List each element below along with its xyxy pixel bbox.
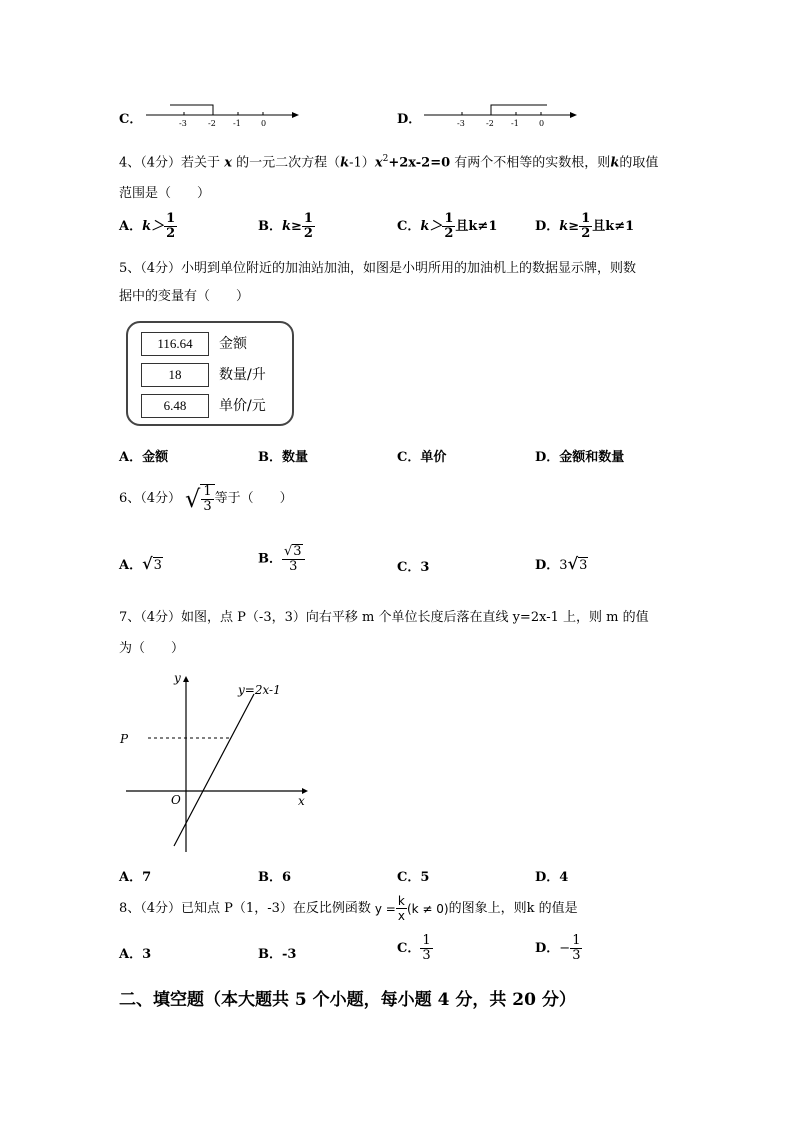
- q8-option-b: B．-3: [258, 947, 297, 962]
- q5-option-a: A．金额: [119, 450, 169, 465]
- q8-option-d: D．− $\frac{1}{3}$: [535, 933, 581, 963]
- tick-label: -3: [179, 119, 187, 128]
- origin-label: O: [171, 793, 181, 807]
- q7-stem-line2: 为（ ）: [119, 641, 185, 656]
- quantity-value-box: 18: [141, 363, 209, 387]
- line-label: y=2x-1: [238, 683, 281, 697]
- q4-option-a: A．k＞ $\frac{1}{2}$: [119, 211, 176, 241]
- q6-option-d: D．3√3: [535, 554, 588, 573]
- tick-label: -3: [457, 119, 465, 128]
- section-2-heading: 二、填空题（本大题共 5 个小题，每小题 4 分，共 20 分）: [119, 990, 576, 1010]
- tick-label: -2: [486, 119, 494, 128]
- q8-option-a: A．3: [119, 947, 152, 962]
- q8-option-c: C． $\frac{1}{3}$: [397, 933, 431, 963]
- q4-option-b: B．k≥ $\frac{1}{2}$: [258, 211, 313, 241]
- amount-value-box: 116.64: [141, 332, 209, 356]
- tick-label: -1: [511, 119, 519, 128]
- q8-stem: 8、（4分）已知点 P（1，-3）在反比例函数 y = $\frac{k}{x}$ (k ≠ 0) 的图象上，则k 的值是: [119, 894, 578, 923]
- q5-stem-line2: 据中的变量有（ ）: [119, 289, 250, 304]
- q7-coordinate-graph: [116, 668, 316, 858]
- q6-option-c: C．3: [397, 560, 430, 575]
- q7-option-b: B．6: [258, 870, 292, 885]
- q3-option-c-number-line: [142, 98, 302, 130]
- quantity-label: 数量/升: [219, 367, 266, 383]
- x-axis-label: x: [298, 794, 305, 808]
- point-p-label: P: [120, 732, 129, 746]
- q6-option-b: B． $\frac{√3}{3}$: [258, 544, 305, 574]
- q5-option-b: B．数量: [258, 450, 308, 465]
- q7-option-d: D．4: [535, 870, 569, 885]
- q7-stem-line1: 7、（4分）如图，点 P（-3，3）向右平移 m 个单位长度后落在直线 y=2x-1 上，则 m 的值: [119, 610, 649, 625]
- unit-price-label: 单价/元: [219, 398, 266, 414]
- q7-option-a: A．7: [119, 870, 152, 885]
- q5-stem-line1: 5、（4分）小明到单位附近的加油站加油，如图是小明所用的加油机上的数据显示牌，则数: [119, 261, 637, 276]
- q5-option-d: D．金额和数量: [535, 450, 625, 465]
- q5-option-c: C．单价: [397, 450, 447, 465]
- q6-option-a: A．√3: [119, 554, 162, 573]
- q4-stem: 4、（4分）若关于 x 的一元二次方程$(k-1)x^2+2x-2=0$ 有两个不相等的实数根，则k的取值: [119, 154, 659, 171]
- q3-option-d-number-line: [420, 98, 580, 130]
- amount-label: 金额: [219, 336, 247, 352]
- tick-label: -2: [208, 119, 216, 128]
- q4-option-d: D．k≥ $\frac{1}{2}$ 且k≠1: [535, 211, 635, 241]
- tick-label: 0: [539, 119, 545, 128]
- fuel-pump-display-panel: [126, 321, 294, 426]
- tick-label: -1: [233, 119, 241, 128]
- q3-option-d-label: D．: [397, 112, 422, 127]
- q3-option-c-label: C．: [119, 112, 143, 127]
- q4-stem-line2: 范围是（ ）: [119, 186, 211, 201]
- q4-option-c: C．k＞ $\frac{1}{2}$ 且k≠1: [397, 211, 498, 241]
- y-axis-label: y: [174, 671, 181, 685]
- q6-stem: 6、（4分） √ $\frac{1}{3}$ 等于（ ）: [119, 484, 293, 514]
- tick-label: 0: [261, 119, 267, 128]
- q7-option-c: C．5: [397, 870, 430, 885]
- unit-price-value-box: 6.48: [141, 394, 209, 418]
